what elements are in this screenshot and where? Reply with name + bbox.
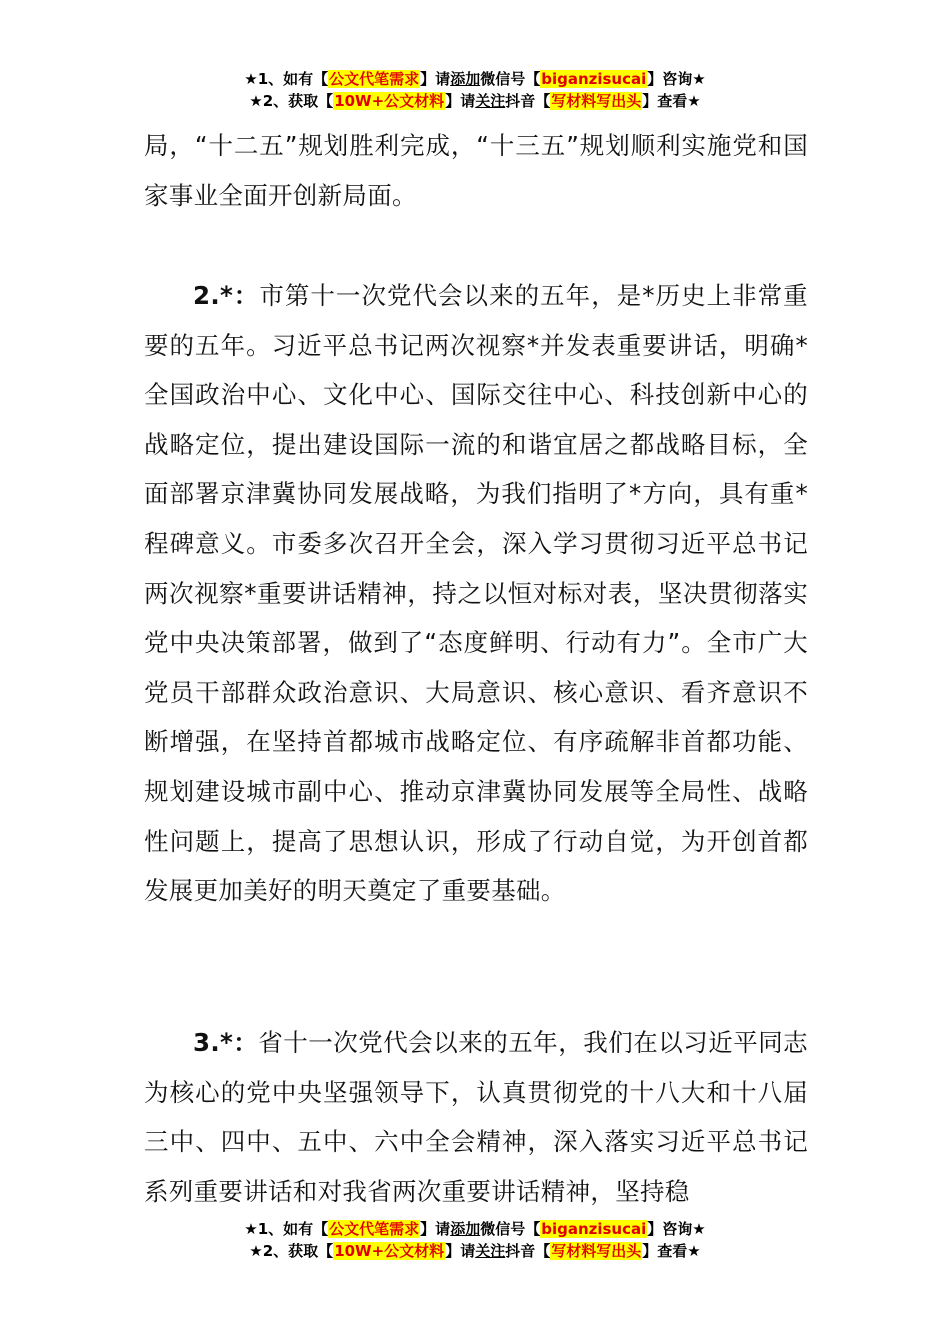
highlight-service: 公文代笔需求 <box>329 70 420 88</box>
banner-line-1: ★1、如有【公文代笔需求】请添加微信号【biganzisucai】咨询★ <box>244 70 706 88</box>
highlight-wechat-id: biganzisucai <box>541 1220 647 1238</box>
highlight-materials: 10W+公文材料 <box>334 1242 445 1260</box>
header-banner <box>0 68 950 112</box>
paragraph-2 <box>144 271 808 916</box>
paragraph-text: 省十一次党代会以来的五年，我们在以习近平同志为核心的党中央坚强领导下，认真贯彻党的十八大和十八届三中、四中、五中、六中全会精神，深入落实习近平总书记系列重要讲话和对我省两次重要讲话精神，坚持稳 <box>144 1028 808 1206</box>
highlight-service: 公文代笔需求 <box>329 1220 420 1238</box>
highlight-wechat-id: biganzisucai <box>541 70 647 88</box>
banner-line-2: ★2、获取【10W+公文材料】请关注抖音【写材料写出头】查看★ <box>249 1242 701 1260</box>
banner-line-2: ★2、获取【10W+公文材料】请关注抖音【写材料写出头】查看★ <box>249 92 701 110</box>
highlight-materials: 10W+公文材料 <box>334 92 445 110</box>
banner-line-1: ★1、如有【公文代笔需求】请添加微信号【biganzisucai】咨询★ <box>244 1220 706 1238</box>
footer-banner <box>0 1218 950 1262</box>
highlight-douyin-id: 写材料写出头 <box>551 92 642 110</box>
paragraph-fragment <box>144 121 808 220</box>
paragraph-number: 3.*： <box>193 1028 259 1057</box>
highlight-douyin-id: 写材料写出头 <box>551 1242 642 1260</box>
paragraph-number: 2.*： <box>193 281 260 310</box>
paragraph-text: 市第十一次党代会以来的五年，是*历史上非常重要的五年。习近平总书记两次视察*并发表重要讲话，明确*全国政治中心、文化中心、国际交往中心、科技创新中心的战略定位，提出建设国际一流的和谐宜居之都战略目标，全面部署京津冀协同发展战略，为我们指明了*方向，具有重*程碑意义。市委多次召开全会，深入学习贯彻习近平总书记两次视察*重要讲话精神，持之以恒对标对表，坚决贯彻落实党中央决策部署，做到了“态度鲜明、行动有力”。全市广大党员干部群众政治意识、大局意识、核心意识、看齐意识不断增强，在坚持首都城市战略定位、有序疏解非首都功能、规划建设城市副中心、推动京津冀协同发展等全局性、战略性问题上，提高了思想认识，形成了行动自觉，为开创首都发展更加美好的明天奠定了重要基础。 <box>144 281 808 906</box>
fragment-text: 局，“十二五”规划胜利完成，“十三五”规划顺利实施党和国家事业全面开创新局面。 <box>144 131 808 210</box>
paragraph-3 <box>144 1018 808 1216</box>
